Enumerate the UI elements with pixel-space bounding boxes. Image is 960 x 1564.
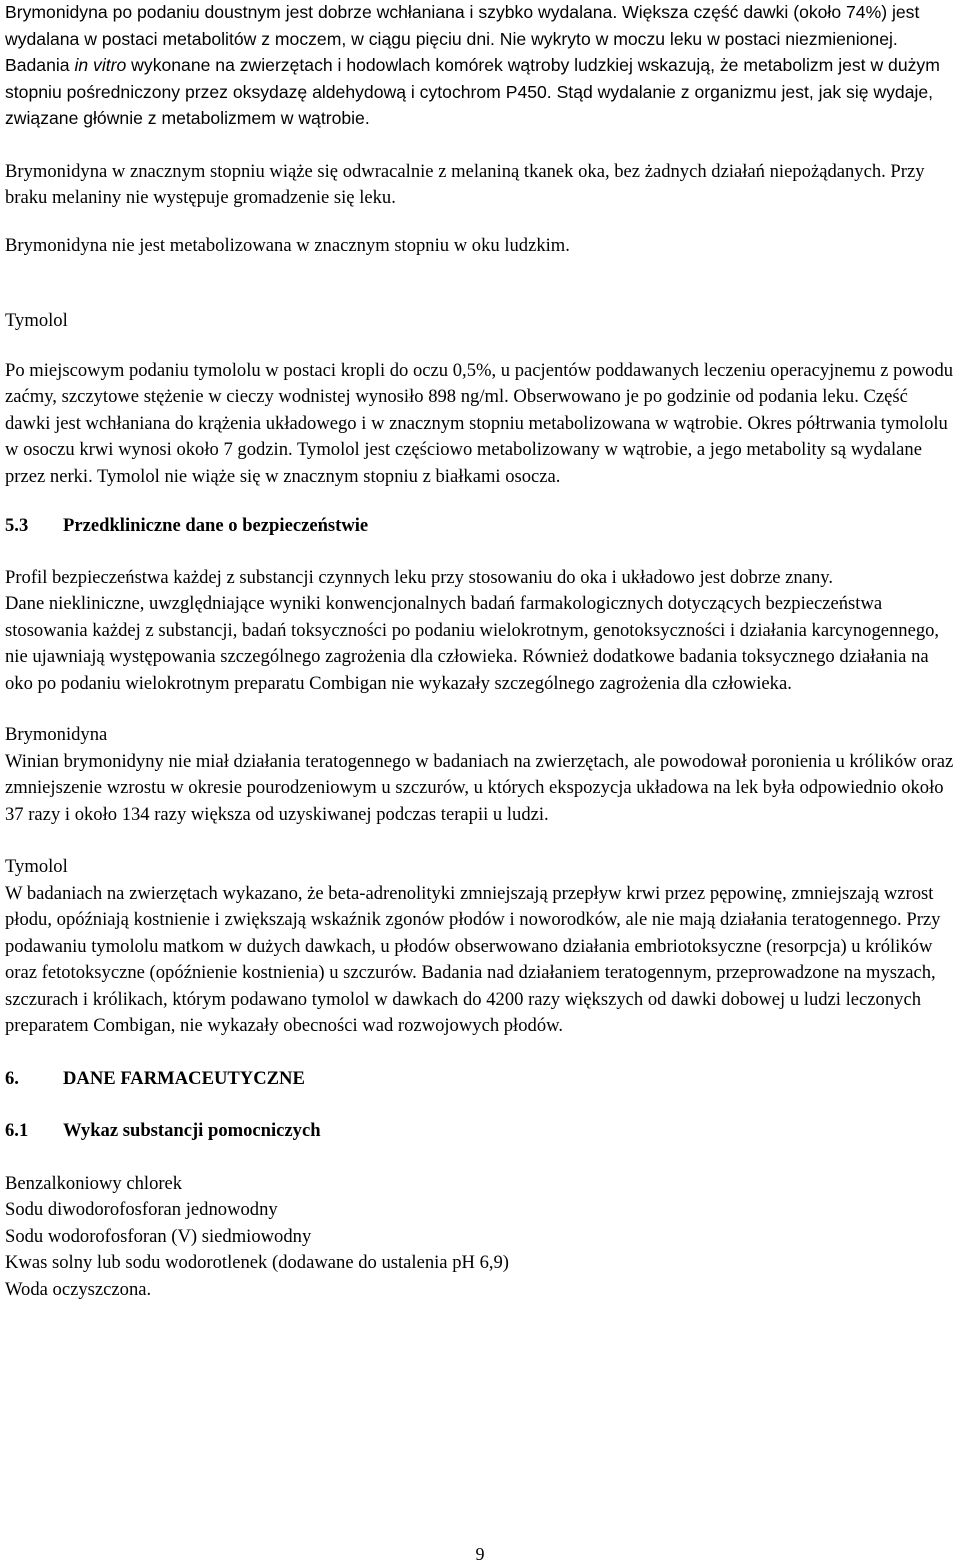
page-number: 9 (475, 1544, 485, 1564)
brimonidine-subheading: Brymonidyna (5, 724, 108, 745)
list-item: Benzalkoniowy chlorek (5, 1172, 183, 1194)
timolol-pharmacokinetics-paragraph: Po miejscowym podaniu tymololu w postaci kropli do oczu 0,5%, u pacjentów poddawanych leczeniu operacyjnemu z powodu zaćmy, szczytowe stężenie w cieczy wodnistej wynosiło 898 ng/ml. Obserwowano je po godzinie od podania leku. Część dawki jest wchłaniana do krążenia układowego i w znacznym stopniu metabolizowana w wątrobie. Okres półtrwania tymololu w osoczu krwi wynosi około 7 godzin. Tymolol jest częściowo metabolizowany w wątrobie, a jego metabolity są wydalane przez nerki. Tymolol nie wiąże się w znacznym stopniu z białkami osocza. (5, 359, 954, 487)
eye-metabolism-paragraph: Brymonidyna nie jest metabolizowana w znacznym stopniu w oku ludzkim. (5, 234, 570, 256)
list-item: Sodu wodorofosforan (V) siedmiowodny (5, 1225, 312, 1247)
section-number: 6.1 (5, 1120, 29, 1141)
section-title: Wykaz substancji pomocniczych (63, 1120, 321, 1141)
melanin-binding-paragraph: Brymonidyna w znacznym stopniu wiąże się odwracalnie z melaniną tkanek oka, bez żadnych działań niepożądanych. Przy braku melaniny nie występuje gromadzenie się leku. (5, 160, 925, 208)
list-item: Kwas solny lub sodu wodorotlenek (dodawane do ustalenia pH 6,9) (5, 1252, 510, 1273)
section-6-1-heading (5, 1118, 955, 1145)
preclinical-data-paragraph: Dane niekliniczne, uwzględniające wyniki konwencjonalnych badań farmakologicznych dotyczących bezpieczeństwa stosowania każdej z substancji, badań toksyczności po podaniu wielokrotnym, genotoksyczności i działania karcynogennego, nie ujawniają występowania szczególnego zagrożenia dla człowieka. Również dodatkowe badania toksycznego działania na oko po podaniu wielokrotnym preparatu Combigan nie wykazały szczególnego zagrożenia dla człowieka. (5, 593, 940, 694)
excipients-list (5, 1171, 955, 1304)
section-number: 6. (5, 1067, 19, 1089)
section-6-heading (5, 1066, 955, 1093)
list-item: Sodu diwodorofosforan jednowodny (5, 1199, 278, 1220)
italic-term: in vitro (74, 55, 127, 75)
section-title: Przedkliniczne dane o bezpieczeństwie (63, 515, 369, 536)
brimonidine-metabolism-paragraph (5, 0, 955, 132)
safety-profile-paragraph: Profil bezpieczeństwa każdej z substancji czynnych leku przy stosowaniu do oka i układowo jest dobrze znany. (5, 566, 834, 588)
text-run: wykonane na zwierzętach i hodowlach komórek wątroby ludzkiej wskazują, że metabolizm jest w dużym stopniu pośredniczony przez oksydazę aldehydową i cytochrom P450. Stąd wydalanie z organizmu jest, jak się wydaje, związane głównie z metabolizmem w wątrobie. (5, 55, 940, 128)
timolol-subheading-2: Tymolol (5, 856, 68, 877)
section-title: DANE FARMACEUTYCZNE (63, 1067, 305, 1089)
list-item: Woda oczyszczona. (5, 1278, 152, 1300)
section-number: 5.3 (5, 515, 29, 536)
brimonidine-toxicity-paragraph: Winian brymonidyny nie miał działania teratogennego w badaniach na zwierzętach, ale powodował poronienia u królików oraz zmniejszenie wzrostu w okresie pourodzeniowym u szczurów, u których ekspozycja układowa na lek była odpowiednio około 37 razy i około 134 razy większa od uzyskiwanej podczas terapii u ludzi. (5, 750, 954, 825)
timolol-toxicity-paragraph: W badaniach na zwierzętach wykazano, że beta-adrenolityki zmniejszają przepływ krwi przez pępowinę, zmniejszają wzrost płodu, opóźniają kostnienie i zwiększają wskaźnik zgonów płodów i noworodków, ale nie mają działania teratogennego. Przy podawaniu tymololu matkom w dużych dawkach, u płodów obserwowano działania embriotoksyczne (resorpcja) u królików oraz fetotoksyczne (opóźnienie kostnienia) u szczurów. Badania nad działaniem teratogennym, przeprowadzone na myszach, szczurach i królikach, którym podawano tymolol w dawkach do 4200 razy większych od dawki dobowej u ludzi leczonych preparatem Combigan, nie wykazały obecności wad rozwojowych płodów. (5, 882, 941, 1036)
document-page (5, 0, 955, 1303)
text-run: Brymonidyna po podaniu doustnym jest dobrze wchłaniana i szybko wydalana. Większa część dawki (około 74%) jest wydalana w postaci metabolitów z moczem, w ciągu pięciu dni. Nie wykryto w moczu leku w postaci niezmienionej. Badania (5, 2, 920, 75)
timolol-subheading: Tymolol (5, 310, 68, 331)
section-5-3-heading (5, 513, 955, 540)
